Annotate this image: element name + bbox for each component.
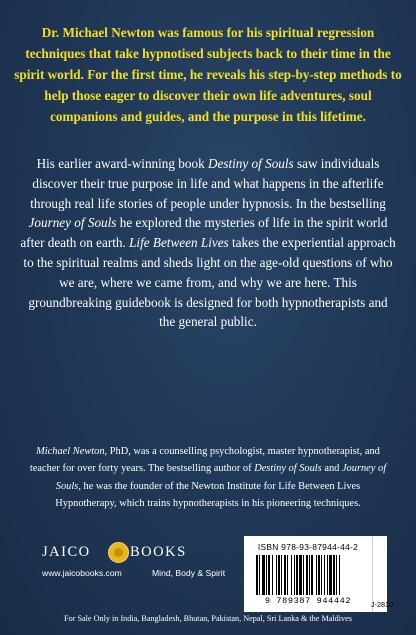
isbn-label: ISBN 978-93-87944-44-2 <box>257 542 359 552</box>
barcode-stripe <box>259 555 260 595</box>
publisher-name-left: JAICO <box>42 544 91 560</box>
book-description <box>20 154 396 332</box>
barcode-stripe <box>268 555 270 595</box>
publisher-name-right: BOOKS <box>130 544 187 560</box>
barcode-stripe <box>324 555 325 595</box>
barcode-stripe <box>336 555 337 595</box>
barcode-stripe <box>309 555 310 595</box>
desc-text-2: saw individuals discover their true purpose in life and what happens in the afterlife through real life stories of people under hypnosis. In the bestselling <box>30 156 386 211</box>
barcode-stripe <box>291 555 292 595</box>
barcode-stripe <box>327 555 328 595</box>
barcode-stripe <box>266 555 267 595</box>
barcode-stripe <box>299 555 302 595</box>
barcode-stripe <box>333 555 335 595</box>
bio-text-3: , he was the founder of the Newton Institute for Life Between Lives Hypnotherapy, which trains hypnotherapists in his pioneering techniques. <box>55 480 361 510</box>
barcode-panel <box>244 536 372 612</box>
desc-title-lbl: Life Between Lives <box>129 235 229 251</box>
barcode-stripe <box>339 555 340 595</box>
sales-territory-notice: For Sale Only in India, Bangladesh, Bhutan, Pakistan, Nepal, Sri Lanka & the Maldives <box>64 614 352 623</box>
jaico-emblem-icon <box>108 542 129 563</box>
product-code: J-2810 <box>371 600 393 609</box>
bio-author-name: Michael Newton <box>36 446 105 457</box>
barcode-stripe <box>284 555 286 595</box>
desc-text-3: he explored the mysteries of life in the spirit world after death on earth. <box>20 215 388 251</box>
publisher-tagline: Mind, Body & Spirit <box>152 568 226 578</box>
barcode-bars <box>256 555 364 595</box>
barcode-stripe <box>256 555 258 595</box>
barcode-stripe <box>276 555 277 595</box>
bio-title-destiny: Destiny of Souls <box>254 463 322 475</box>
desc-title-journey: Journey of Souls <box>28 215 117 231</box>
lead-blurb: Dr. Michael Newton was famous for his spiritual regression techniques that take hypnotised subjects back to their time in the spirit world. For the first time, he reveals his step-by-step methods to help those eager to discover their own life adventures, soul companions and guides, and the purpose in this lifetime. <box>14 25 402 124</box>
desc-title-destiny: Destiny of Souls <box>207 156 294 171</box>
barcode-stripe <box>272 555 273 595</box>
bio-text-2: and <box>321 463 342 475</box>
barcode-stripe <box>303 555 304 595</box>
barcode-stripe <box>316 555 317 595</box>
barcode-stripe <box>278 555 280 595</box>
bio-text-1: , PhD, was a counselling psychologist, master hypnotherapist, and teacher for over forty years. The bestselling author of <box>29 446 380 475</box>
barcode-stripe <box>329 555 332 595</box>
barcode-stripe <box>311 555 313 595</box>
barcode-stripe <box>262 555 265 595</box>
bio-title-journey: Journey of Souls <box>55 463 387 492</box>
desc-text-1: His earlier award-winning book <box>36 156 208 171</box>
barcode-stripe <box>296 555 298 595</box>
barcode-stripe <box>318 555 320 595</box>
barcode-stripe <box>306 555 308 595</box>
barcode-stripe <box>281 555 282 595</box>
barcode-stripe <box>321 555 322 595</box>
barcode-stripe <box>294 555 295 595</box>
ean-digits: 9 789387 944442 <box>264 596 352 606</box>
publisher-website: www.jaicobooks.com <box>42 568 122 578</box>
desc-text-4: takes the experiential approach to the spiritual realms and sheds light on the age-old questions of who we are, where we came from, and why we are here. This groundbreaking guidebook is designed for both hypnotherapists and the general public. <box>23 235 396 330</box>
barcode-stripe <box>287 555 288 595</box>
author-bio <box>24 443 392 513</box>
